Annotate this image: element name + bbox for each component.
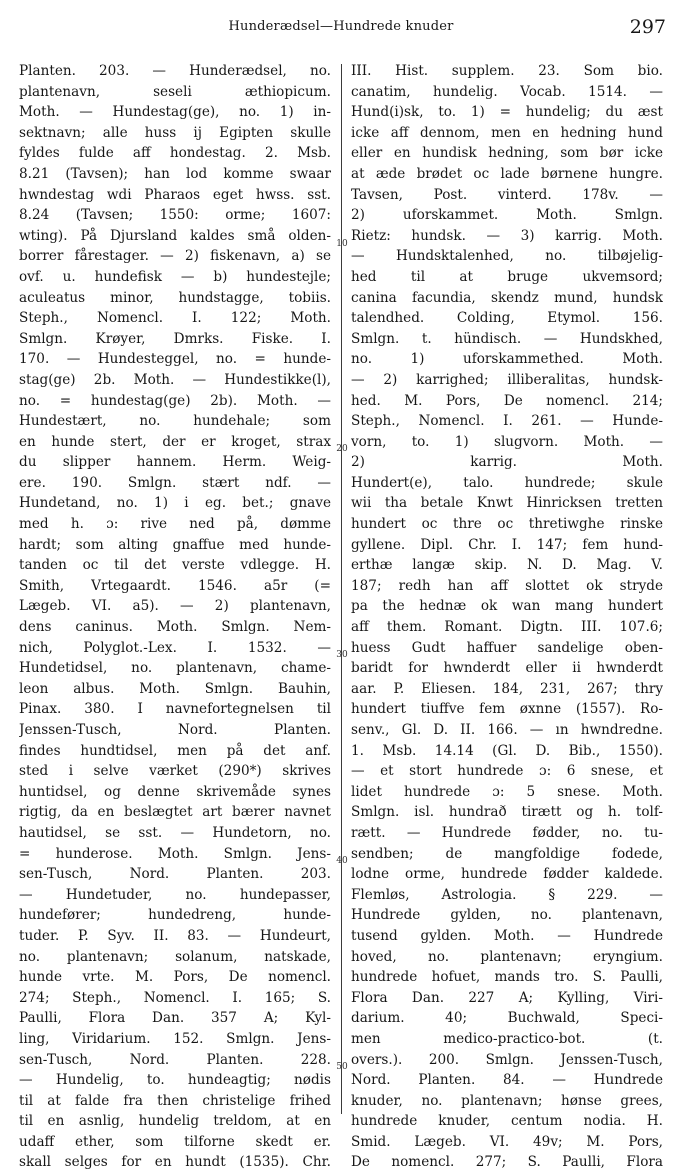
text-line: Smith, Vrtegaardt. 1546. a5r (= <box>19 577 331 594</box>
text-line: til at falde fra then christelige frihed <box>19 1092 331 1109</box>
text-line: tusend gylden. Moth. — Hundrede <box>351 927 663 944</box>
text-line: III. Hist. supplem. 23. Som bio. <box>351 63 663 79</box>
text-line: vorn, to. 1) slugvorn. Moth. — <box>351 433 663 450</box>
text-line: 2) karrig. Moth. <box>351 454 663 471</box>
text-line: Hundestært, no. hundehale; som <box>19 413 331 430</box>
text-line: borrer fårestager. — 2) fiskenavn, a) se <box>19 248 331 265</box>
text-line: Tavsen, Post. vinterd. 178v. — <box>351 186 663 203</box>
text-line: 274; Steph., Nomencl. I. 165; S. <box>19 989 331 1006</box>
text-line: lidet hundrede ɔ: 5 snese. Moth. <box>351 783 663 800</box>
text-line: no. 1) uforskammethed. Moth. <box>351 351 663 368</box>
text-line: = hunderose. Moth. Smlgn. Jens- <box>19 845 331 862</box>
line-marker-40: 40 <box>336 856 348 866</box>
text-line: Nord. Planten. 84. — Hundrede <box>351 1072 663 1089</box>
text-line: 8.24 (Tavsen; 1550: orme; 1607: <box>19 207 331 224</box>
text-line: Rietz: hundsk. — 3) karrig. Moth. <box>351 227 663 244</box>
text-line: ovf. u. hundefisk — b) hundestejle; <box>19 268 331 285</box>
text-line: findes hundtidsel, men på det anf. <box>19 742 331 759</box>
text-line: hautidsel, se sst. — Hundetorn, no. <box>19 824 331 841</box>
text-line: sen-Tusch, Nord. Planten. 203. <box>19 866 331 883</box>
text-line: med h. ɔ: rive ned på, dømme <box>19 516 331 533</box>
text-line: tuder. P. Syv. II. 83. — Hundeurt, <box>19 927 331 944</box>
text-line: hundrede knuder, centum nodia. H. <box>351 1113 663 1130</box>
text-line: ling, Viridarium. 152. Smlgn. Jens- <box>19 1030 331 1047</box>
page-header <box>16 16 666 40</box>
text-line: wii tha betale Knwt Hinricksen tretten <box>351 495 663 512</box>
text-line: Steph., Nomencl. I. 122; Moth. <box>19 310 331 327</box>
text-line: leon albus. Moth. Smlgn. Bauhin, <box>19 680 331 697</box>
text-line: eller en hundisk hedning, som bør icke <box>351 145 663 162</box>
text-line: Steph., Nomencl. I. 261. — Hunde- <box>351 413 663 430</box>
text-line: du slipper hannem. Herm. Weig- <box>19 454 331 471</box>
text-line: Pinax. 380. I navnefortegnelsen til <box>19 701 331 718</box>
text-line: Planten. 203. — Hunderædsel, no. <box>19 63 331 79</box>
text-line: canatim, hundelig. Vocab. 1514. — <box>351 83 663 100</box>
text-line: Hundetand, no. 1) i eg. bet.; gnave <box>19 495 331 512</box>
text-line: plantenavn, seseli æthiopicum. <box>19 83 331 100</box>
text-line: overs.). 200. Smlgn. Jenssen-Tusch, <box>351 1051 663 1068</box>
text-line: rætt. — Hundrede fødder, no. tu- <box>351 824 663 841</box>
text-line: — et stort hundrede ɔ: 6 snese, et <box>351 763 663 780</box>
text-line: Smlgn. isl. hundrað tirætt og h. tolf- <box>351 804 663 821</box>
text-line: stag(ge) 2b. Moth. — Hundestikke(l), <box>19 371 331 388</box>
text-line: hundert oc thre oc thretiwghe rinske <box>351 516 663 533</box>
text-line: aculeatus minor, hundstagge, tobiis. <box>19 289 331 306</box>
text-line: hed. M. Pors, De nomencl. 214; <box>351 392 663 409</box>
text-line: Moth. — Hundestag(ge), no. 1) in- <box>19 104 331 121</box>
text-line: 2) uforskammet. Moth. Smlgn. <box>351 207 663 224</box>
text-line: sendben; de mangfoldige fodede, <box>351 845 663 862</box>
text-line: Hundrede gylden, no. plantenavn, <box>351 907 663 924</box>
text-line: skall selges for en hundt (1535). Chr. <box>19 1154 331 1171</box>
text-line: hed til at bruge ukvemsord; <box>351 268 663 285</box>
text-line: canina facundia, skendz mund, hundsk <box>351 289 663 306</box>
text-line: 8.21 (Tavsen); han lod komme swaar <box>19 165 331 182</box>
text-line: icke aff dennom, men en hedning hund <box>351 124 663 141</box>
text-line: men medico-practico-bot. (t. <box>351 1030 663 1047</box>
text-line: aff them. Romant. Digtn. III. 107.6; <box>351 619 663 636</box>
text-line: huntidsel, og denne skrivemåde synes <box>19 783 331 800</box>
text-line: — Hundetuder, no. hundepasser, <box>19 886 331 903</box>
text-line: Smlgn. t. hündisch. — Hundskhed, <box>351 330 663 347</box>
text-line: Flemløs, Astrologia. § 229. — <box>351 886 663 903</box>
text-line: hardt; som alting gnaffue med hunde- <box>19 536 331 553</box>
text-line: 187; redh han aff slottet ok stryde <box>351 577 663 594</box>
text-line: hunde vrte. M. Pors, De nomencl. <box>19 969 331 986</box>
text-line: gyllene. Dipl. Chr. I. 147; fem hund- <box>351 536 663 553</box>
text-line: Lægeb. VI. a5). — 2) plantenavn, <box>19 598 331 615</box>
text-line: darium. 40; Buchwald, Speci- <box>351 1010 663 1027</box>
text-line: nich, Polyglot.-Lex. I. 1532. — <box>19 639 331 656</box>
text-line: — Hundelig, to. hundeagtig; nødis <box>19 1072 331 1089</box>
text-line: hwndestag wdi Pharaos eget hwss. sst. <box>19 186 331 203</box>
text-line: tanden oc til det verste vdlegge. H. <box>19 557 331 574</box>
text-line: Paulli, Flora Dan. 357 A; Kyl- <box>19 1010 331 1027</box>
text-line: sen-Tusch, Nord. Planten. 228. <box>19 1051 331 1068</box>
line-marker-10: 10 <box>336 239 348 249</box>
text-line: udaff ether, som tilforne skedt er. <box>19 1133 331 1150</box>
text-line: dens caninus. Moth. Smlgn. Nem- <box>19 619 331 636</box>
text-line: 1. Msb. 14.14 (Gl. D. Bib., 1550). <box>351 742 663 759</box>
text-line: aar. P. Eliesen. 184, 231, 267; thry <box>351 680 663 697</box>
text-line: baridt for hwnderdt eller ii hwnderdt <box>351 660 663 677</box>
text-line: Hund(i)sk, to. 1) = hundelig; du æst <box>351 104 663 121</box>
text-line: no. = hundestag(ge) 2b). Moth. — <box>19 392 331 409</box>
text-line: senv., Gl. D. II. 166. — ın hwndredne. <box>351 722 663 738</box>
text-line: no. plantenavn; solanum, natskade, <box>19 948 331 965</box>
running-head: Hunderædsel—Hundrede knuder <box>228 19 454 34</box>
text-line: — 2) karrighed; illiberalitas, hundsk- <box>351 371 663 388</box>
text-line: til en asnlig, hundelig treldom, at en <box>19 1113 331 1130</box>
text-line: rigtig, da en beslægtet art bærer navnet <box>19 804 331 821</box>
text-line: wting). På Djursland kaldes små olden- <box>19 227 331 244</box>
left-column <box>19 61 331 1173</box>
text-line: Jenssen-Tusch, Nord. Planten. <box>19 722 331 738</box>
text-line: hundrede hofuet, mands tro. S. Paulli, <box>351 969 663 986</box>
page-number: 297 <box>629 16 666 38</box>
text-line: De nomencl. 277; S. Paulli, Flora <box>351 1154 663 1171</box>
right-column <box>351 61 663 1173</box>
text-line: hundefører; hundedreng, hunde- <box>19 907 331 924</box>
line-marker-20: 20 <box>336 444 348 454</box>
text-line: fyldes fulde aff hondestag. 2. Msb. <box>19 145 331 162</box>
text-line: Flora Dan. 227 A; Kylling, Viri- <box>351 989 663 1006</box>
text-line: pa the hednæ ok wan mang hundert <box>351 598 663 615</box>
line-marker-50: 50 <box>336 1062 348 1072</box>
text-line: ere. 190. Smlgn. stært ndf. — <box>19 474 331 491</box>
text-line: en hunde stert, der er kroget, strax <box>19 433 331 450</box>
text-line: huess Gudt haffuer sandelige oben- <box>351 639 663 656</box>
text-line: Smid. Lægeb. VI. 49v; M. Pors, <box>351 1133 663 1150</box>
text-line: sted i selve værket (290*) skrives <box>19 763 331 780</box>
line-marker-30: 30 <box>336 650 348 660</box>
text-line: — Hundsktalenhed, no. tilbøjelig- <box>351 248 663 265</box>
text-line: at æde brødet oc lade børnene hungre. <box>351 165 663 182</box>
text-line: hundert tiuffve fem øxnne (1557). Ro- <box>351 701 663 718</box>
text-line: hoved, no. plantenavn; eryngium. <box>351 948 663 965</box>
text-line: sektnavn; alle huss ij Egipten skulle <box>19 124 331 141</box>
text-line: Hundetidsel, no. plantenavn, chame- <box>19 660 331 677</box>
text-line: Smlgn. Krøyer, Dmrks. Fiske. I. <box>19 330 331 347</box>
text-line: erthæ langæ skip. N. D. Mag. V. <box>351 557 663 574</box>
column-divider <box>341 64 342 1114</box>
text-line: knuder, no. plantenavn; hønse grees, <box>351 1092 663 1109</box>
text-line: 170. — Hundesteggel, no. = hunde- <box>19 351 331 368</box>
text-line: talendhed. Colding, Etymol. 156. <box>351 310 663 327</box>
text-line: Hundert(e), talo. hundrede; skule <box>351 474 663 491</box>
text-line: lodne orme, hundrede fødder kaldede. <box>351 866 663 883</box>
